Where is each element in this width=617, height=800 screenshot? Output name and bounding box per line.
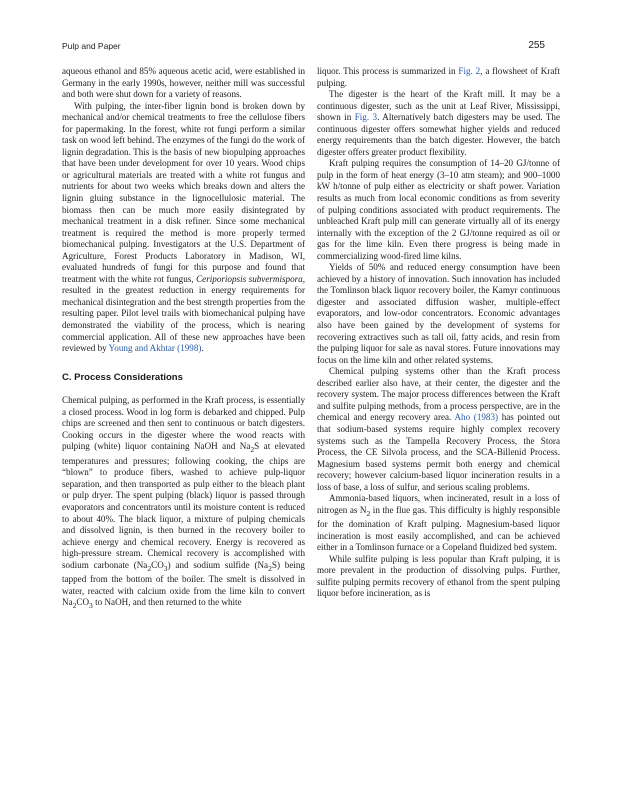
text-run: , resulted in the greatest reduction in energy requirements for mechanical disintegration and the best strength properties from the resulting paper. Pilot level trails with biomechanical pulping have demonstrated the viability of the process, which is nearing commercial application. All of these new approaches have been reviewed by bbox=[62, 273, 305, 354]
subscript: 2 bbox=[268, 563, 272, 573]
paragraph bbox=[317, 66, 560, 89]
paragraph: While sulfite pulping is less popular than Kraft pulping, it is more prevalent in the production of dissolving pulps. Further, sulfite pulping permits recovery of ethanol from the spent pulping liquor before incineration, as is bbox=[317, 553, 560, 599]
page-number: 255 bbox=[528, 40, 545, 51]
figure-link-fig3[interactable]: Fig. 3 bbox=[354, 112, 378, 123]
text-run: Chemical pulping, as performed in the Kraft process, is essentially a closed process. Wood in log form is debarked and chipped. Pulp chips are screened and then sent to continuous or batch digesters. Cooking occurs in the digester where the wood reacts with pulping (white) liquor containing NaOH and Na bbox=[62, 395, 305, 452]
subscript: 2 bbox=[72, 600, 77, 610]
text-run: Chemical pulping systems other than the Kraft process described earlier also have, at their center, the digester and the recovery system. The major process differences between the Kraft and sulfite pulping methods, from a process perspective, are in the chemical and energy recovery area. bbox=[317, 366, 560, 423]
text-run: CO bbox=[76, 597, 90, 608]
margin-mark bbox=[4, 790, 7, 793]
text-run: S at elevated temperatures and pressures; following cooking, the chips are “blown” to produce fibers, washed to achieve pulp-liquor separation, and then transported as pulp either to the bleach plant or pulp dryer. The spent pulping (black) liquor is passed through evaporators and concentrators until its moisture content is reduced to about 40%. The black liquor, a mixture of pulping chemicals and dissolved lignin, is then burned in the recovery boiler to achieve energy and chemical recovery. Energy is recovered as high-pressure stream. Chemical recovery is accomplished with sodium carbonate (Na bbox=[62, 441, 305, 570]
paragraph bbox=[62, 395, 305, 611]
text-run: The digester is the heart of the Kraft mill. It may be a continuous digester, such as the unit at Leaf River, Mississippi, shown in bbox=[317, 89, 560, 123]
text-run: has pointed out that sodium-based systems require highly complex recovery systems such as the Tampella Recovery Process, the Stora Process, the CE Silvola process, and the SCA-Billenid Process. Magnesium based systems permit both energy and chemical recovery; however calcium-based liquor incineration results in a loss of base, a loss of sulfur, and serious scaling problems. bbox=[317, 412, 561, 492]
text-run: liquor. This process is summarized in bbox=[317, 66, 456, 76]
subscript: 2 bbox=[147, 563, 152, 573]
text-run: , a flowsheet of Kraft pulping. bbox=[317, 66, 560, 88]
paragraph bbox=[317, 493, 560, 554]
paragraph: Kraft pulping requires the consumption of 14–20 GJ/tonne of pulp in the form of heat energy (3–10 atm steam); and 900–1000 kW h/tonne of pulp either as electricity or shaft power. Variation results as much from local economic conditions as from severity of pulping conditions associated with product requirements. The unbleached Kraft pulp mill can generate virtually all of its energy internally with the exception of the 2 GJ/tonne required as oil or gas for the lime kiln. Even there progress is being made in commercializing wood-fired lime kilns. bbox=[317, 158, 560, 261]
subscript: 3 bbox=[163, 563, 168, 573]
figure-link-fig2[interactable]: Fig. 2 bbox=[458, 66, 481, 76]
text-run: Ammonia-based liquors, when incinerated, result in a loss of nitrogen as N bbox=[317, 493, 560, 515]
species-name: Ceriporiopsis subvermispora bbox=[196, 273, 303, 284]
text-run: S) being tapped from the bottom of the boiler. The smelt is dissolved in water, reacted with calcium oxide from the lime kiln to convert Na bbox=[62, 559, 305, 608]
paragraph: aqueous ethanol and 85% aqueous acetic acid, were established in Germany in the early 1990s, however, neither mill was successful and both were shut down for a variety of reasons. bbox=[62, 66, 305, 100]
text-run: in the flue gas. This difficulty is highly responsible for the domination of Kraft pulping. Magnesium-based liquor incineration is most easily accomplished, and can be achieved either in a Tomlinson furnace or a Copeland fluidized bed system. bbox=[317, 504, 560, 553]
text-run: ) and sodium sulfide (Na bbox=[167, 559, 269, 570]
reference-link-young-akhtar[interactable]: Young and Akhtar (1998) bbox=[108, 343, 202, 354]
left-column bbox=[62, 66, 305, 612]
paragraph bbox=[62, 101, 305, 355]
text-run: to NaOH, and then returned to the white bbox=[92, 597, 242, 608]
right-column bbox=[317, 66, 560, 600]
paragraph: Yields of 50% and reduced energy consumption have been achieved by a history of innovation. Such innovation has included the Tomlinson black liquor recovery boiler, the Kamyr continuous digester and associated diffusion washer, multiple-effect evaporators, and low-odor concentrators. Economic advantages also have been gained by the development of systems for recovering extractives such as tall oil, fatty acids, and resin from the pulping liquor for sale as naval stores. Future innovations may focus on the lime kiln and other related systems. bbox=[317, 262, 560, 365]
paragraph bbox=[317, 366, 560, 493]
subscript: 3 bbox=[89, 600, 93, 610]
text-run: With pulping, the inter-fiber lignin bond is broken down by mechanical and/or chemical treatments to free the cellulose fibers for papermaking. In the forest, white rot fungi perform a similar task on wood left behind. The enzymes of the fungi do the work of lignin degradation. This is the basis of new biopulping approaches that have been under development for over 10 years. Wood chips or agricultural materials are treated with a white rot fungus and nutrients for about two weeks which breaks down and alters the lignin gluing substance in the lignocellulosic material. The biomass then can be much more easily disintegrated by mechanical treatment in a disk refiner. Since some mechanical treatment is required the method is more properly termed biomechanical pulping. Investigators at the U.S. Department of Agriculture, Forest Products Laboratory in Madison, WI, evaluated hundreds of fungi for this purpose and found that treatment with the white rot fungus, bbox=[62, 100, 305, 284]
section-heading: C. Process Considerations bbox=[62, 371, 183, 383]
text-run: CO bbox=[151, 559, 164, 570]
reference-link-aho[interactable]: Aho (1983) bbox=[454, 412, 499, 423]
paragraph bbox=[317, 89, 560, 158]
subscript: 2 bbox=[250, 445, 255, 455]
subscript: 2 bbox=[366, 508, 371, 518]
text-run: . Alternatively batch digesters may be used. The continuous digester offers somewhat higher yields and reduced energy requirements than the batch digester. However, the batch digester offers greater product flexibility. bbox=[317, 112, 560, 157]
text-run: . bbox=[201, 343, 204, 354]
running-title: Pulp and Paper bbox=[62, 41, 121, 51]
